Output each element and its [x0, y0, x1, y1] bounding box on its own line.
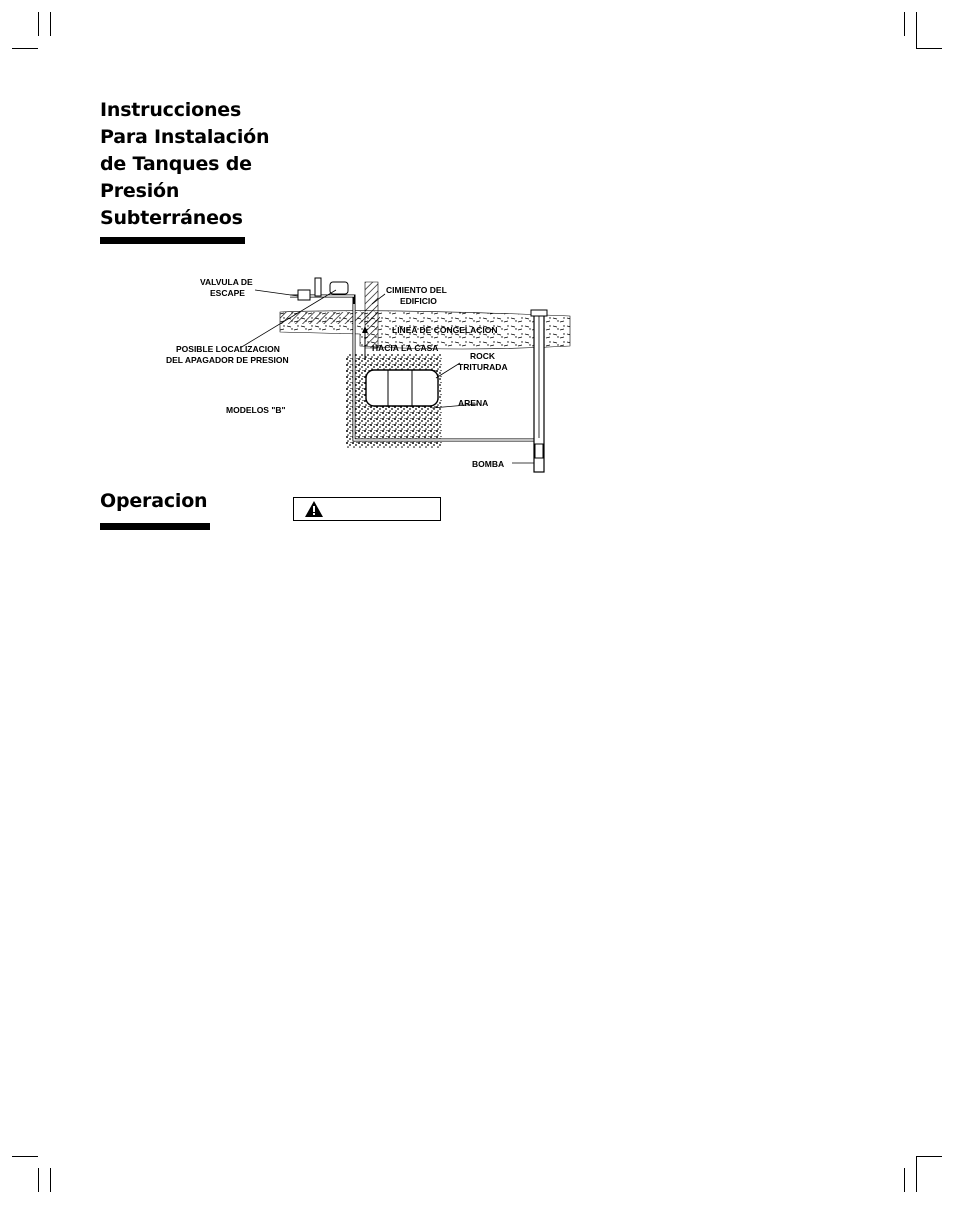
label-valve-line1: VALVULA DE [200, 277, 253, 287]
crop-mark [916, 48, 942, 49]
label-rock-line1: ROCK [470, 351, 496, 361]
crop-mark [904, 12, 905, 36]
relief-valve [298, 290, 310, 300]
label-switch-line1: POSIBLE LOCALIZACION [176, 344, 280, 354]
crop-mark [38, 12, 39, 36]
underground-tank-diagram [160, 268, 580, 480]
label-pump: BOMBA [472, 459, 505, 469]
crop-mark [916, 1156, 917, 1192]
warning-box [293, 497, 441, 521]
crop-mark [12, 48, 38, 49]
title-line: Presión [100, 180, 180, 202]
title-line: Instrucciones [100, 99, 242, 121]
pressure-tank [366, 370, 438, 406]
title-line: Para Instalación [100, 126, 270, 148]
heading-rule [100, 237, 245, 244]
crop-mark [916, 12, 917, 48]
building-foundation [365, 282, 378, 348]
label-sand: ARENA [458, 398, 489, 408]
crop-mark [12, 1156, 38, 1157]
pump [535, 444, 543, 458]
crop-mark [50, 1168, 51, 1192]
operation-title: Operacion [100, 490, 208, 512]
label-foundation-line2: EDIFICIO [400, 296, 437, 306]
label-models: MODELOS "B" [226, 405, 286, 415]
warning-triangle-icon [304, 500, 324, 518]
title-line: Subterráneos [100, 207, 243, 229]
crop-mark [904, 1168, 905, 1192]
label-valve-line2: ESCAPE [210, 288, 245, 298]
title-line: de Tanques de [100, 153, 252, 175]
crop-mark [50, 12, 51, 36]
label-switch-line2: DEL APAGADOR DE PRESION [166, 355, 289, 365]
installation-title [100, 97, 269, 232]
label-foundation-line1: CIMIENTO DEL [386, 285, 447, 295]
label-frost-line: LINEA DE CONGELACION [392, 325, 498, 335]
label-to-house: HACIA LA CASA [372, 343, 439, 353]
label-rock-line2: TRITURADA [458, 362, 508, 372]
heading-rule [100, 523, 210, 530]
crop-mark [916, 1156, 942, 1157]
crop-mark [38, 1168, 39, 1192]
